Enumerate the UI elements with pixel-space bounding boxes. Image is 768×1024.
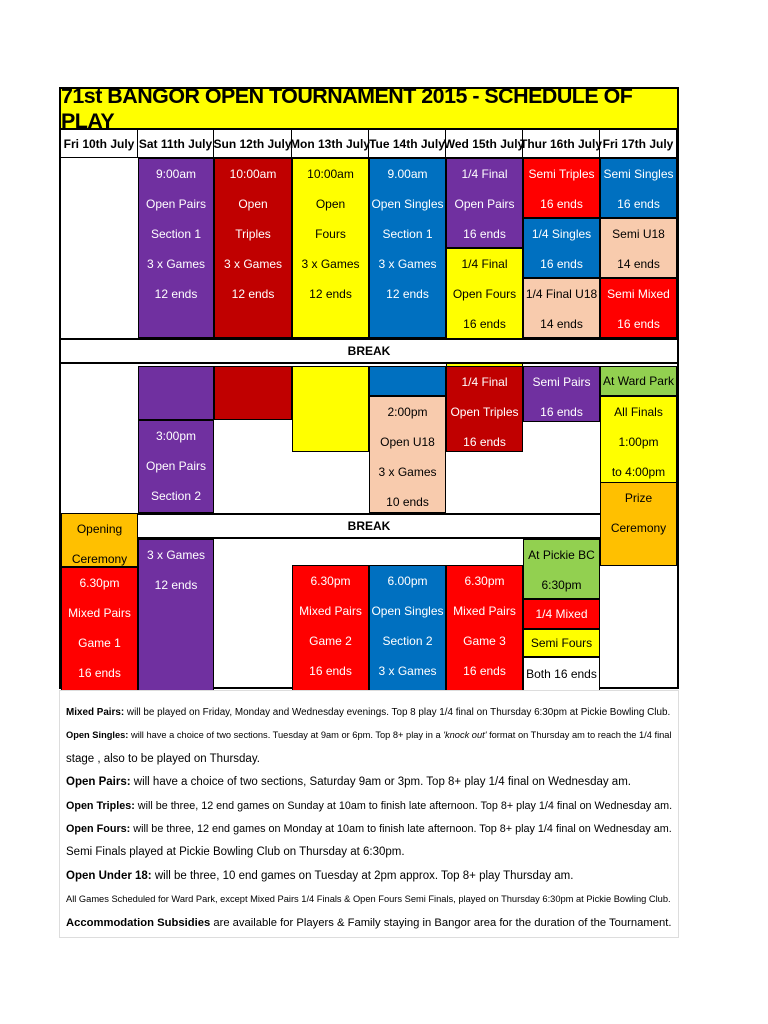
session-line: 12 ends [386,287,429,301]
session-line: to 4:00pm [611,465,666,479]
session-line: Ceremony [610,521,667,535]
session-line: 16 ends [463,317,506,331]
session-line: 3 x Games [146,257,206,271]
session-cell [138,158,214,338]
session-line: Section 2 [382,634,433,648]
session-cell [446,565,523,691]
note-line [66,748,672,771]
note-line [66,795,672,818]
day-header: Fri 17th July [600,130,677,158]
session-line: Open [315,197,346,211]
note-text: stage , also to be played on Thursday. [66,752,260,765]
session-line: Section 1 [382,227,433,241]
session-line: Game 2 [309,634,352,648]
day-header: Tue 14th July [369,130,446,158]
session-line: 16 ends [78,666,121,680]
session-line: 16 ends [463,435,506,449]
note-line [66,865,672,888]
session-line: Semi Pairs [532,375,591,389]
session-line: 16 ends [463,227,506,241]
note-italic: 'knock out' [443,730,487,741]
session-line: All Finals [614,405,663,419]
session-line: Both 16 ends [526,667,597,681]
note-line [66,888,672,911]
session-line: 3 x Games [146,548,206,562]
session-line: Open U18 [380,435,435,449]
note-text: format on Thursday am to reach the 1/4 final [486,730,672,741]
session-line: Open Singles [371,604,444,618]
session-line: 1/4 Singles [531,227,592,241]
session-line: 16 ends [617,197,660,211]
session-cell [292,158,369,338]
session-cell [523,366,600,422]
session-line: 3 x Games [378,664,437,678]
session-line: Section 2 [150,489,202,503]
session-line: 12 ends [154,578,198,592]
session-line: Opening [76,522,123,536]
session-line: 12 ends [154,287,198,301]
session-line: Triples [235,227,271,241]
session-line: 16 ends [540,405,583,419]
session-line: 6.30pm [310,574,351,588]
session-line: 14 ends [540,317,583,331]
note-label: Open Under 18: [66,869,152,882]
session-cell [369,396,446,513]
note-line [66,841,672,864]
note-label: Mixed Pairs: [66,707,125,718]
session-cell [214,366,292,420]
session-line: Prize [624,491,653,505]
session-line: 3 x Games [301,257,360,271]
session-line: Mixed Pairs [453,604,516,618]
session-line: 1/4 Final [461,375,508,389]
session-cell [446,366,523,452]
note-text: Semi Finals played at Pickie Bowling Club on Thursday at 6:30pm. [66,846,405,859]
session-line: 10 ends [386,495,429,509]
session-line: Semi Singles [603,167,674,181]
session-line: At Pickie BC [528,548,595,562]
session-line: Mixed Pairs [299,604,362,618]
day-header: Sun 12th July [214,130,292,158]
session-cell [600,218,677,278]
note-text: will be three, 12 end games on Sunday at 10am to finish late afternoon. Top 8+ play 1/4 final on Wednesday am. [134,799,673,812]
note-line [66,724,672,747]
notes-panel [59,690,679,938]
session-cell [369,158,446,338]
session-line: Open Pairs [145,459,207,473]
note-label: Open Singles: [66,730,129,741]
session-line: Game 3 [463,634,506,648]
session-cell [138,420,214,513]
session-line: 16 ends [540,197,583,211]
session-line: Ceremony [71,552,128,566]
session-line: Open Pairs [454,197,515,211]
day-header: Wed 15th July [446,130,523,158]
session-line: 16 ends [617,317,660,331]
session-cell [369,565,446,708]
note-text: will be three, 10 end games on Tuesday at 2pm approx. Top 8+ play Thursday am. [151,869,574,882]
session-line: Open Triples [450,405,519,419]
break-row-1: BREAK [61,338,677,364]
session-line: 9.00am [387,167,428,181]
break-row-2: BREAK [138,513,600,539]
session-line: Fours [315,227,346,241]
session-cell [523,218,600,278]
note-text: will be played on Friday, Monday and Wednesday evenings. Top 8 play 1/4 final on Thursday 6:30pm at Pickie Bowling Club. [124,707,671,718]
session-line: 1/4 Mixed [535,607,588,621]
note-line [66,771,672,794]
session-line: 3:00pm [155,429,197,443]
session-cell [600,482,677,566]
note-label: Accommodation Subsidies [66,916,211,929]
session-line: 16 ends [540,257,583,271]
session-line: 16 ends [463,664,506,678]
session-line: 14 ends [617,257,660,271]
session-cell [523,278,600,338]
session-line: At Ward Park [603,374,674,388]
session-line: Open Fours [452,287,517,301]
session-cell [292,565,369,691]
session-line: Semi U18 [612,227,665,241]
session-line: Semi Fours [530,636,593,650]
note-text: will have a choice of two sections. Tuesday at 9am or 6pm. Top 8+ play in a [128,730,444,741]
note-text: All Games Scheduled for Ward Park, except Mixed Pairs 1/4 Finals & Open Fours Semi Finals, played on Thursday 6:30pm at Pickie Bowling Club. [66,894,671,905]
day-header: Fri 10th July [61,130,138,158]
note-line [66,818,672,841]
session-line: Open [238,197,268,211]
session-cell [600,158,677,218]
session-cell [369,366,446,396]
schedule-table [59,83,679,708]
note-text: will be three, 12 end games on Monday at 10am to finish late afternoon. Top 8+ play 1/4 final on Wednesday am. [130,823,672,836]
note-line [66,701,672,724]
session-cell [214,158,292,338]
session-cell [446,158,523,248]
session-line: 10:00am [307,167,354,181]
session-line: 6.30pm [79,576,120,590]
note-text: will have a choice of two sections, Saturday 9am or 3pm. Top 8+ play 1/4 final on Wednesday am. [130,776,631,789]
session-line: Open Pairs [145,197,207,211]
session-line: Semi Mixed [607,287,670,301]
session-cell [523,158,600,218]
session-line: 12 ends [231,287,275,301]
session-line: 2:00pm [387,405,428,419]
note-label: Open Pairs: [66,776,131,789]
session-line: 1/4 Final [461,167,508,181]
session-cell [523,629,600,657]
note-label: Open Fours: [66,823,131,836]
note-text: are available for Players & Family staying in Bangor area for the duration of the Tournament. [210,916,672,929]
session-cell [61,513,138,567]
session-cell [292,366,369,452]
session-line: 6.30pm [464,574,505,588]
session-cell [138,539,214,691]
session-cell [138,366,214,420]
day-header: Sat 11th July [138,130,214,158]
session-line: 12 ends [386,694,429,708]
session-line: Semi Triples [528,167,595,181]
session-line: 16 ends [309,664,352,678]
session-line: 1/4 Final [461,257,508,271]
session-cell [600,278,677,338]
day-header: Thur 16th July [523,130,600,158]
session-cell [600,396,677,484]
session-line: 3 x Games [378,465,437,479]
session-cell [61,567,138,691]
day-header: Mon 13th July [292,130,369,158]
session-line: 3 x Games [378,257,437,271]
session-line: 1:00pm [618,435,659,449]
session-line: 3 x Games [223,257,283,271]
session-line: 1/4 Final U18 [525,287,598,301]
session-line: 6.00pm [387,574,428,588]
note-line [66,912,672,935]
session-line: Section 1 [150,227,202,241]
session-line: 9:00am [155,167,197,181]
session-line: 6:30pm [541,578,582,592]
note-label: Open Triples: [66,799,135,812]
schedule-title: 71st BANGOR OPEN TOURNAMENT 2015 - SCHEDULE OF PLAY [61,89,677,130]
session-cell [523,657,600,691]
session-cell [600,366,677,396]
session-line: Open Singles [371,197,444,211]
session-cell [523,599,600,629]
session-line: 12 ends [309,287,352,301]
session-line: Game 1 [78,636,121,650]
session-line: Mixed Pairs [68,606,131,620]
session-line: 10:00am [229,167,277,181]
session-cell [523,539,600,599]
